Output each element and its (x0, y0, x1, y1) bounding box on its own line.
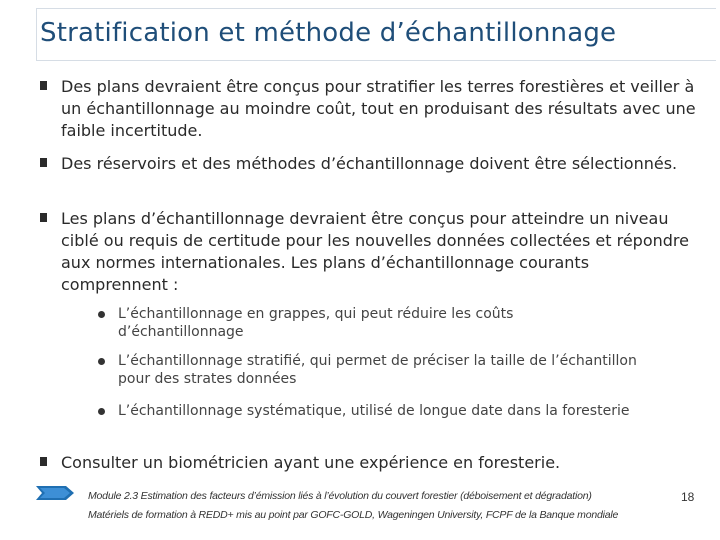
sub-bullet-text-1: L’échantillonnage en grappes, qui peut réduire les coûts d’échantillonnage (118, 306, 514, 340)
arrow-chevron-icon (36, 486, 74, 500)
sub-bullet-dot-icon (98, 408, 105, 415)
bullet-text-3: Les plans d’échantillonnage devraient être conçus pour atteindre un niveau ciblé ou requis de certitude pour les nouvelles données collectées et répondre aux normes internationales. Les plans d’échantillonnage courants comprennent : (61, 209, 689, 294)
bullet-text-4: Consulter un biométricien ayant une expérience en foresterie. (61, 453, 561, 472)
title-frame-left-rule (36, 8, 37, 60)
sub-bullet-text-2: L’échantillonnage stratifié, qui permet de préciser la taille de l’échantillon pour des strates données (118, 353, 637, 387)
bullet-square-icon (40, 457, 47, 466)
sub-bullet-dot-icon (98, 311, 105, 318)
footer-module-line: Module 2.3 Estimation des facteurs d’émission liés à l’évolution du couvert forestier (déboisement et dégradation) (88, 490, 592, 502)
sub-bullet-dot-icon (98, 358, 105, 365)
bullet-square-icon (40, 158, 47, 167)
sub-bullet-text-3: L’échantillonnage systématique, utilisé de longue date dans la foresterie (118, 403, 630, 419)
bullet-text-1: Des plans devraient être conçus pour stratifier les terres forestières et veiller à un échantillonnage au moindre coût, tout en produisant des résultats avec une faible incertitude. (61, 77, 696, 140)
footer-credits-line: Matériels de formation à REDD+ mis au point par GOFC-GOLD, Wageningen University, FCPF de la Banque mondiale (88, 509, 619, 521)
bullet-square-icon (40, 213, 47, 222)
bullet-square-icon (40, 81, 47, 90)
title-frame-bottom-rule (36, 60, 716, 61)
title-frame-top-rule (36, 8, 716, 9)
slide-title: Stratification et méthode d’échantillonnage (40, 18, 617, 48)
page-number: 18 (681, 490, 695, 504)
bullet-text-2: Des réservoirs et des méthodes d’échantillonnage doivent être sélectionnés. (61, 154, 678, 173)
